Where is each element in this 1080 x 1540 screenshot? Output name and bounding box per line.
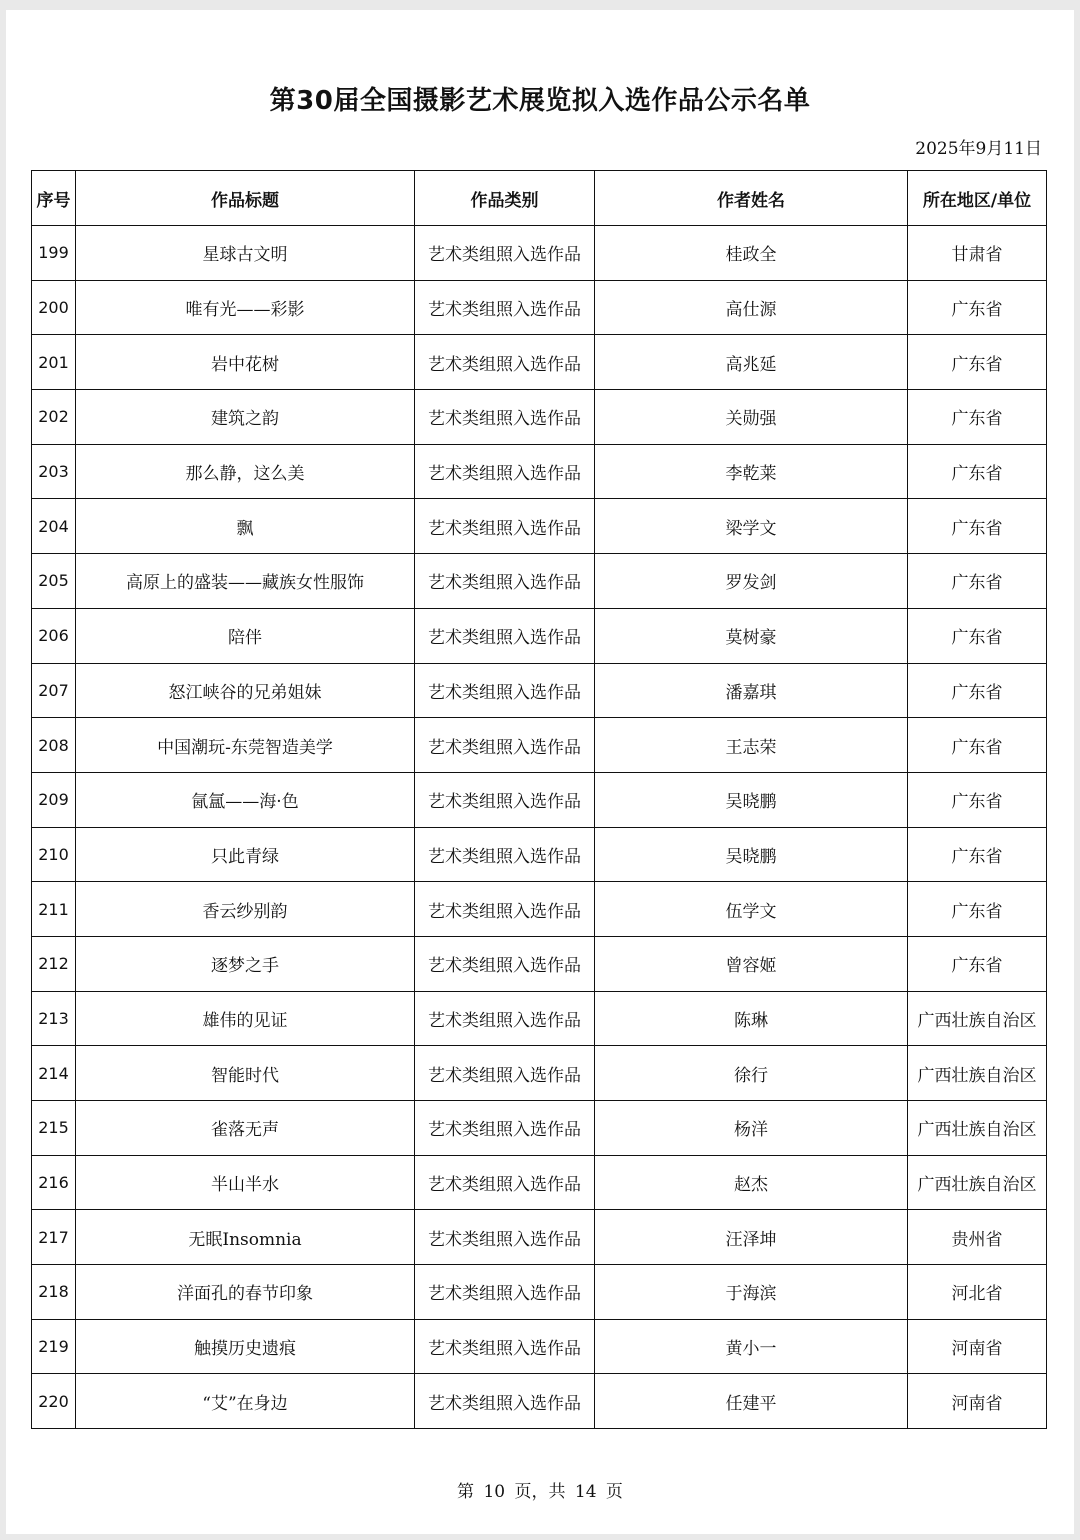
cell-region: 广东省 (908, 554, 1047, 609)
table-row (32, 444, 1047, 499)
cell-work-title: “艾”在身边 (76, 1374, 415, 1429)
cell-author: 于海滨 (595, 1265, 908, 1320)
cell-index: 216 (32, 1155, 76, 1210)
cell-category: 艺术类组照入选作品 (415, 444, 595, 499)
cell-category: 艺术类组照入选作品 (415, 772, 595, 827)
table-row (32, 226, 1047, 281)
cell-work-title: 建筑之韵 (76, 390, 415, 445)
cell-category: 艺术类组照入选作品 (415, 1265, 595, 1320)
cell-category: 艺术类组照入选作品 (415, 499, 595, 554)
table-body (32, 226, 1047, 1429)
cell-work-title: 陪伴 (76, 608, 415, 663)
cell-author: 徐行 (595, 1046, 908, 1101)
cell-category: 艺术类组照入选作品 (415, 991, 595, 1046)
entry-table (31, 170, 1047, 1429)
table-row (32, 663, 1047, 718)
cell-author: 梁学文 (595, 499, 908, 554)
cell-region: 广东省 (908, 335, 1047, 390)
cell-region: 广东省 (908, 444, 1047, 499)
table-row (32, 1374, 1047, 1429)
cell-author: 赵杰 (595, 1155, 908, 1210)
cell-work-title: 香云纱别韵 (76, 882, 415, 937)
cell-index: 214 (32, 1046, 76, 1101)
cell-category: 艺术类组照入选作品 (415, 1101, 595, 1156)
cell-work-title: 智能时代 (76, 1046, 415, 1101)
cell-region: 广东省 (908, 499, 1047, 554)
cell-author: 杨洋 (595, 1101, 908, 1156)
cell-index: 210 (32, 827, 76, 882)
cell-index: 204 (32, 499, 76, 554)
cell-region: 广东省 (908, 827, 1047, 882)
header-region: 所在地区/单位 (908, 171, 1047, 226)
table-row (32, 1210, 1047, 1265)
cell-region: 广西壮族自治区 (908, 991, 1047, 1046)
cell-author: 莫树豪 (595, 608, 908, 663)
cell-index: 202 (32, 390, 76, 445)
cell-author: 罗发剑 (595, 554, 908, 609)
cell-category: 艺术类组照入选作品 (415, 663, 595, 718)
cell-index: 201 (32, 335, 76, 390)
document-title: 第30届全国摄影艺术展览拟入选作品公示名单 (269, 86, 811, 116)
cell-index: 219 (32, 1319, 76, 1374)
cell-region: 甘肃省 (908, 226, 1047, 281)
cell-index: 208 (32, 718, 76, 773)
table-row (32, 936, 1047, 991)
cell-work-title: 岩中花树 (76, 335, 415, 390)
cell-category: 艺术类组照入选作品 (415, 1155, 595, 1210)
table-row (32, 390, 1047, 445)
header-author: 作者姓名 (595, 171, 908, 226)
cell-region: 广东省 (908, 772, 1047, 827)
cell-index: 206 (32, 608, 76, 663)
cell-index: 203 (32, 444, 76, 499)
cell-work-title: 只此青绿 (76, 827, 415, 882)
cell-region: 广东省 (908, 280, 1047, 335)
cell-work-title: 逐梦之手 (76, 936, 415, 991)
header-work-title: 作品标题 (76, 171, 415, 226)
cell-work-title: 半山半水 (76, 1155, 415, 1210)
cell-work-title: 氤氲——海·色 (76, 772, 415, 827)
cell-index: 217 (32, 1210, 76, 1265)
table-row (32, 499, 1047, 554)
table-row (32, 1101, 1047, 1156)
table-row (32, 1046, 1047, 1101)
table-row (32, 827, 1047, 882)
cell-category: 艺术类组照入选作品 (415, 1319, 595, 1374)
cell-author: 桂政全 (595, 226, 908, 281)
cell-work-title: 飘 (76, 499, 415, 554)
publication-date: 2025年9月11日 (915, 139, 1042, 159)
cell-category: 艺术类组照入选作品 (415, 1210, 595, 1265)
header-category: 作品类别 (415, 171, 595, 226)
cell-author: 任建平 (595, 1374, 908, 1429)
cell-work-title: 雀落无声 (76, 1101, 415, 1156)
cell-work-title: 高原上的盛装——藏族女性服饰 (76, 554, 415, 609)
cell-region: 广东省 (908, 936, 1047, 991)
cell-index: 207 (32, 663, 76, 718)
cell-region: 广西壮族自治区 (908, 1155, 1047, 1210)
cell-work-title: 洋面孔的春节印象 (76, 1265, 415, 1320)
cell-index: 218 (32, 1265, 76, 1320)
cell-author: 黄小一 (595, 1319, 908, 1374)
cell-author: 陈琳 (595, 991, 908, 1046)
table-row (32, 772, 1047, 827)
cell-index: 209 (32, 772, 76, 827)
cell-category: 艺术类组照入选作品 (415, 1046, 595, 1101)
cell-work-title: 唯有光——彩影 (76, 280, 415, 335)
cell-region: 广西壮族自治区 (908, 1046, 1047, 1101)
page-number: 第 10 页，共 14 页 (457, 1482, 623, 1502)
table-row (32, 882, 1047, 937)
table-row (32, 991, 1047, 1046)
cell-region: 广东省 (908, 718, 1047, 773)
cell-category: 艺术类组照入选作品 (415, 335, 595, 390)
cell-category: 艺术类组照入选作品 (415, 226, 595, 281)
cell-region: 广东省 (908, 882, 1047, 937)
cell-author: 潘嘉琪 (595, 663, 908, 718)
cell-author: 汪泽坤 (595, 1210, 908, 1265)
cell-index: 200 (32, 280, 76, 335)
cell-author: 关勋强 (595, 390, 908, 445)
cell-author: 高兆延 (595, 335, 908, 390)
table-row (32, 718, 1047, 773)
cell-work-title: 触摸历史遗痕 (76, 1319, 415, 1374)
table-header-row (32, 171, 1047, 226)
cell-index: 199 (32, 226, 76, 281)
table-row (32, 608, 1047, 663)
cell-region: 河南省 (908, 1374, 1047, 1429)
cell-author: 曾容姬 (595, 936, 908, 991)
cell-category: 艺术类组照入选作品 (415, 390, 595, 445)
cell-category: 艺术类组照入选作品 (415, 608, 595, 663)
table-row (32, 1265, 1047, 1320)
cell-work-title: 怒江峡谷的兄弟姐妹 (76, 663, 415, 718)
cell-category: 艺术类组照入选作品 (415, 718, 595, 773)
cell-region: 广西壮族自治区 (908, 1101, 1047, 1156)
cell-index: 220 (32, 1374, 76, 1429)
cell-work-title: 雄伟的见证 (76, 991, 415, 1046)
table-row (32, 1155, 1047, 1210)
cell-category: 艺术类组照入选作品 (415, 1374, 595, 1429)
cell-author: 吴晓鹏 (595, 772, 908, 827)
cell-region: 广东省 (908, 390, 1047, 445)
cell-region: 河南省 (908, 1319, 1047, 1374)
cell-author: 吴晓鹏 (595, 827, 908, 882)
table-row (32, 1319, 1047, 1374)
cell-work-title: 无眠Insomnia (76, 1210, 415, 1265)
cell-index: 215 (32, 1101, 76, 1156)
cell-category: 艺术类组照入选作品 (415, 554, 595, 609)
cell-category: 艺术类组照入选作品 (415, 280, 595, 335)
cell-index: 213 (32, 991, 76, 1046)
table-row (32, 335, 1047, 390)
cell-work-title: 那么静，这么美 (76, 444, 415, 499)
cell-author: 伍学文 (595, 882, 908, 937)
cell-region: 贵州省 (908, 1210, 1047, 1265)
cell-author: 高仕源 (595, 280, 908, 335)
header-index: 序号 (32, 171, 76, 226)
cell-category: 艺术类组照入选作品 (415, 827, 595, 882)
cell-index: 211 (32, 882, 76, 937)
cell-index: 212 (32, 936, 76, 991)
document-page (6, 10, 1074, 1534)
cell-category: 艺术类组照入选作品 (415, 936, 595, 991)
cell-work-title: 中国潮玩-东莞智造美学 (76, 718, 415, 773)
table-row (32, 554, 1047, 609)
cell-category: 艺术类组照入选作品 (415, 882, 595, 937)
cell-work-title: 星球古文明 (76, 226, 415, 281)
cell-author: 王志荣 (595, 718, 908, 773)
cell-author: 李乾莱 (595, 444, 908, 499)
cell-region: 广东省 (908, 608, 1047, 663)
table-row (32, 280, 1047, 335)
cell-index: 205 (32, 554, 76, 609)
cell-region: 河北省 (908, 1265, 1047, 1320)
cell-region: 广东省 (908, 663, 1047, 718)
